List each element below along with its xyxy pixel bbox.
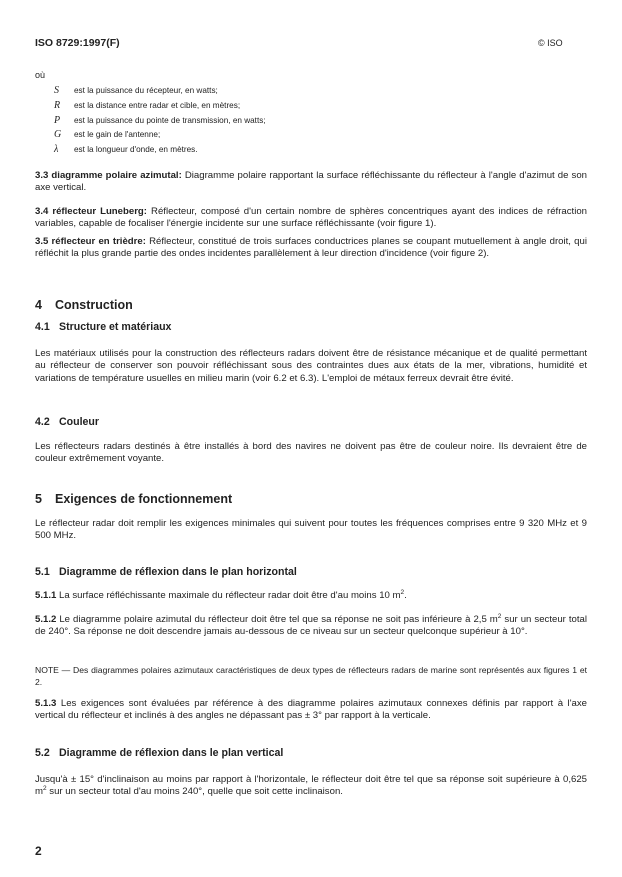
section-5-2-heading <box>35 747 283 759</box>
section-title: Diagramme de réflexion dans le plan vertical <box>59 747 284 759</box>
section-4-2-heading <box>35 416 99 428</box>
variable-symbol: S <box>54 85 59 96</box>
definition-term: réflecteur en trièdre: <box>51 236 146 247</box>
section-title: Diagramme de réflexion dans le plan horizontal <box>59 566 297 578</box>
section-number: 4 <box>35 298 42 312</box>
section-number: 5.2 <box>35 747 50 759</box>
definition-3-3 <box>35 170 587 195</box>
clause-number: 5.1.2 <box>35 614 57 625</box>
section-4-2-text: Les réflecteurs radars destinés à être installés à bord des navires ne doivent pas être de couleur noire. Ils devraient être de couleur extrêmement voyante. <box>35 441 587 465</box>
variable-item <box>54 114 574 129</box>
definition-term: diagramme polaire azimutal: <box>51 170 182 181</box>
definition-text: Diagramme polaire rapportant la surface réfléchissante du réflecteur à l'angle d'azimut de son axe vertical. <box>35 170 587 194</box>
page-number: 2 <box>35 844 42 858</box>
section-5-intro: Le réflecteur radar doit remplir les exigences minimales qui suivent pour toutes les fréquences comprises entre 9 320 MHz et 9 500 MHz. <box>35 518 587 542</box>
section-5-2-text <box>35 774 587 799</box>
section-text-cont: sur un secteur total d'au moins 240°, quelle que soit cette inclinaison. <box>46 786 343 798</box>
superscript-2: 2 <box>497 612 502 620</box>
clause-text-cont: sur un secteur total de 240°. Sa réponse ne doit descendre jamais au-dessous de ce niveau sur un secteur quelconque supérieur à 10°. <box>35 614 587 638</box>
variable-description: est la puissance du récepteur, en watts; <box>74 86 218 95</box>
section-4-heading <box>35 298 133 312</box>
section-4-1-text: Les matériaux utilisés pour la construction des réflecteurs radars doivent être de résistance mécanique et de qualité permettant au réflecteur de conserver son pouvoir réfléchissant sous des contraintes dues aux états de la mer, vibrations, humidité et variations de température usuelles en milieu marin (voir 6.2 et 6.3). L'emploi de métaux ferreux devrait être évité. <box>35 348 587 384</box>
section-5-heading <box>35 492 232 506</box>
clause-number: 5.1.1 <box>35 590 57 601</box>
variable-description: est la longueur d'onde, en mètres. <box>74 145 198 155</box>
section-4-1-heading <box>35 321 171 333</box>
section-number: 5 <box>35 492 42 506</box>
definition-3-4 <box>35 206 587 231</box>
definition-number: 3.4 <box>35 206 49 217</box>
variable-item <box>54 84 574 99</box>
variable-item <box>54 143 574 158</box>
section-title: Couleur <box>59 416 100 428</box>
definition-3-5 <box>35 236 587 261</box>
header-standard-id: ISO 8729:1997(F) <box>35 37 120 49</box>
section-number: 4.1 <box>35 321 50 333</box>
definition-number: 3.3 <box>35 170 49 181</box>
section-number: 5.1 <box>35 566 50 578</box>
section-text: Jusqu'à ± 15° d'inclinaison au moins par rapport à l'horizontale, le réflecteur doit être tel que sa réponse soit supérieure à 0,625 m <box>35 774 587 798</box>
variable-symbol: λ <box>54 144 59 156</box>
variable-item <box>54 128 574 143</box>
variable-list <box>54 84 574 158</box>
clause-number: 5.1.3 <box>35 698 57 709</box>
variable-symbol: R <box>54 99 61 111</box>
variable-symbol: G <box>54 129 62 141</box>
section-5-1-heading <box>35 566 297 578</box>
definition-text: Réflecteur, constitué de trois surfaces conductrices planes se coupant mutuellement à angle droit, qui réfléchit la plus grande partie des ondes incidentes parallèlement à leur direction d'incidence (voir figure 2). <box>35 236 587 260</box>
clause-5-1-1: 5.1.1 La surface réfléchissante maximale du réflecteur radar doit être d'au moins 10 $m^2$. <box>35 588 407 601</box>
clause-5-1-2 <box>35 614 587 639</box>
definition-text: Réflecteur, composé d'un certain nombre de sphères concentriques ayant des indices de réfraction variables, capable de focaliser l'énergie incidente sur une surface réfléchissante (voir figure 1). <box>35 206 588 230</box>
definition-term: réflecteur Luneberg: <box>52 206 147 217</box>
clause-5-1-3 <box>35 698 587 723</box>
variable-item <box>54 99 574 114</box>
section-title: Construction <box>55 298 133 312</box>
definition-number: 3.5 <box>35 236 49 247</box>
superscript-2: 2 <box>400 588 405 596</box>
where-label: où <box>35 70 46 80</box>
section-number: 4.2 <box>35 416 50 428</box>
section-title: Exigences de fonctionnement <box>55 492 233 506</box>
clause-text: Les exigences sont évaluées par référence à des diagramme polaires azimutaux connexes définis par rapport à l'axe vertical du réflecteur et inclinés à des angles ne dépassant pas ± 3° par rapport à la verticale. <box>35 698 587 722</box>
clause-text: Le diagramme polaire azimutal du réflecteur doit être tel que sa réponse ne soit pas inférieure à 2,5 m <box>59 614 498 625</box>
section-title: Structure et matériaux <box>59 321 172 333</box>
variable-description: est le gain de l'antenne; <box>74 130 161 140</box>
variable-symbol: P <box>54 114 61 126</box>
note: NOTE — Des diagrammes polaires azimutaux caractéristiques de deux types de réflecteurs radars de marine sont représentés aux figures 1 et 2. <box>35 665 587 687</box>
superscript-2: 2 <box>43 785 47 793</box>
variable-description: est la puissance du pointe de transmission, en watts; <box>74 115 266 125</box>
clause-text: La surface réfléchissante maximale du réflecteur radar doit être d'au moins 10 m <box>59 590 401 601</box>
variable-description: est la distance entre radar et cible, en mètres; <box>74 100 241 110</box>
header-copyright: © ISO <box>538 38 563 48</box>
